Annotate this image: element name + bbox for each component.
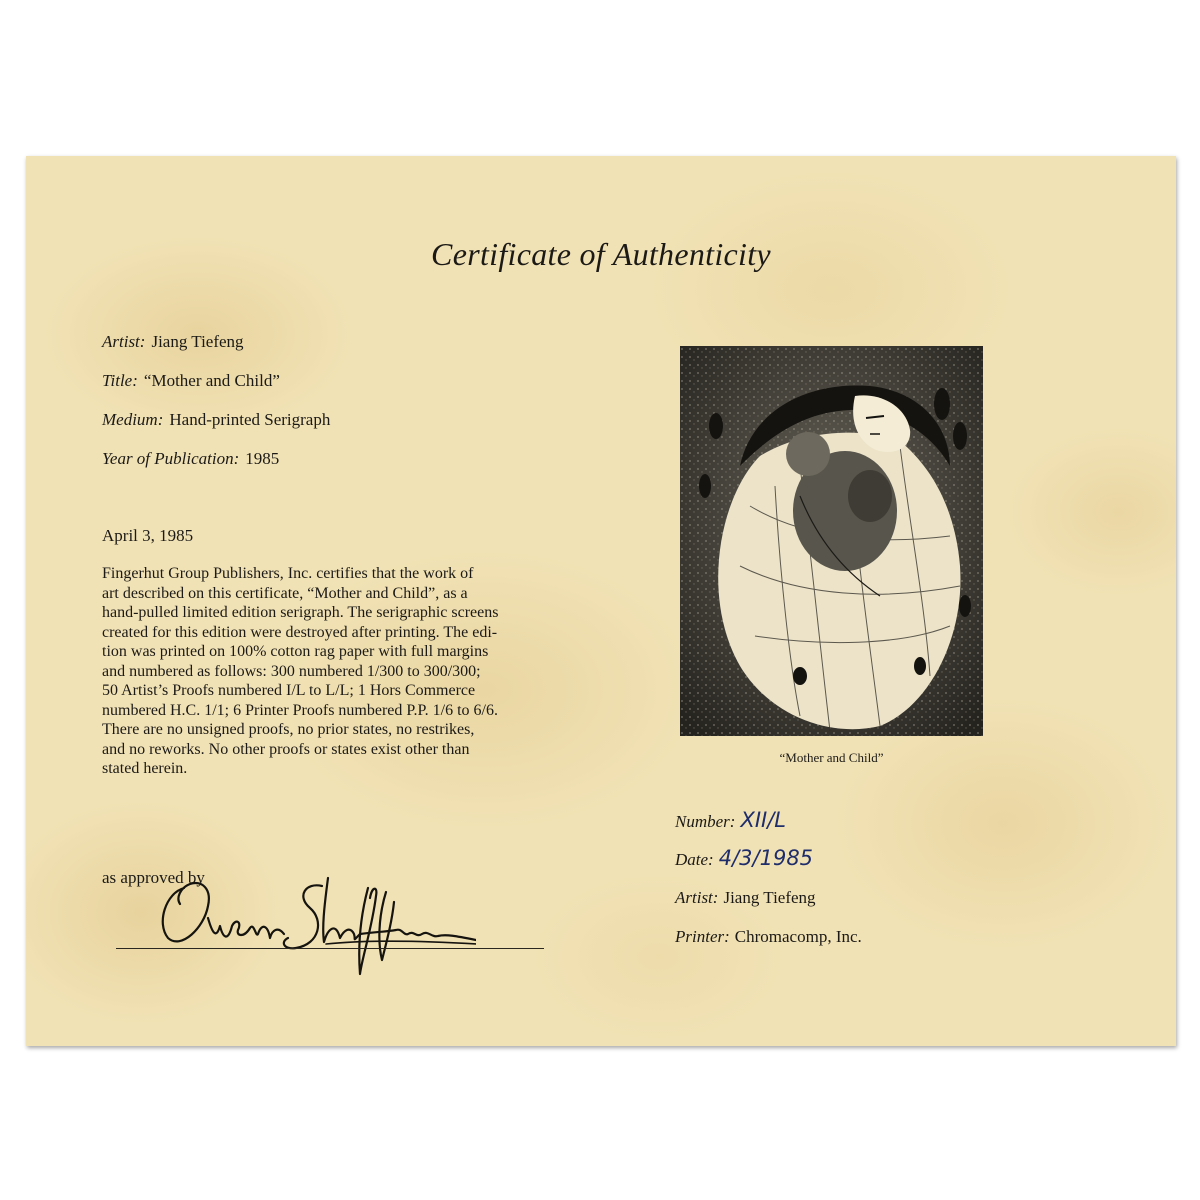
edition-artist-value: Jiang Tiefeng (723, 888, 816, 907)
field-year-label: Year of Publication: (102, 449, 240, 468)
statement-line: numbered H.C. 1/1; 6 Printer Proofs numbered P.P. 1/6 to 6/6. (102, 701, 498, 719)
field-artist-value: Jiang Tiefeng (151, 332, 244, 351)
statement-line: and no reworks. No other proofs or states exist other than (102, 740, 470, 758)
statement-line: tion was printed on 100% cotton rag paper with full margins (102, 643, 489, 660)
edition-number-label: Number: (675, 812, 736, 831)
field-medium (102, 410, 330, 430)
field-year-value: 1985 (245, 449, 280, 468)
approved-by-label: as approved by (102, 868, 205, 887)
statement-line: art described on this certificate, “Mother and Child”, as a (102, 584, 468, 602)
statement-line: 50 Artist’s Proofs numbered I/L to L/L; 1 Hors Commerce (102, 682, 476, 699)
edition-printer-label: Printer: (675, 927, 730, 946)
mother-and-child-artwork (680, 346, 983, 736)
statement-line: and numbered as follows: 300 numbered 1/300 to 300/300; (102, 662, 481, 680)
artwork-print-image (680, 346, 983, 736)
statement-line: Fingerhut Group Publishers, Inc. certifies that the work of (102, 565, 474, 582)
field-medium-label: Medium: (102, 410, 164, 429)
edition-printer-value: Chromacomp, Inc. (734, 927, 862, 946)
certificate-title: Certificate of Authenticity (431, 236, 771, 272)
field-artist (102, 332, 244, 352)
statement-line: There are no unsigned proofs, no prior states, no restrikes, (102, 721, 475, 738)
field-year (102, 449, 279, 469)
edition-printer (675, 927, 862, 947)
edition-number (675, 808, 786, 832)
edition-date (675, 846, 813, 870)
field-title-value: “Mother and Child” (143, 371, 280, 390)
field-title-label: Title: (102, 371, 138, 390)
field-artist-label: Artist: (102, 332, 146, 351)
edition-date-label: Date: (675, 850, 714, 869)
field-medium-value: Hand-printed Serigraph (169, 410, 331, 429)
statement-line: hand-pulled limited edition serigraph. The serigraphic screens (102, 604, 499, 621)
edition-artist-label: Artist: (675, 888, 719, 907)
edition-artist (675, 888, 816, 908)
certificate-paper (26, 156, 1176, 1046)
edition-number-value: XII/L (740, 808, 787, 832)
field-title (102, 371, 280, 391)
certification-statement (102, 564, 582, 779)
certificate-date: April 3, 1985 (102, 526, 194, 545)
handwritten-signature (146, 848, 476, 978)
statement-line: created for this edition were destroyed after printing. The edi- (102, 623, 498, 641)
signature-line (116, 948, 544, 949)
artwork-caption: “Mother and Child” (779, 750, 884, 765)
statement-line: stated herein. (102, 760, 188, 777)
edition-date-value: 4/3/1985 (718, 846, 814, 870)
